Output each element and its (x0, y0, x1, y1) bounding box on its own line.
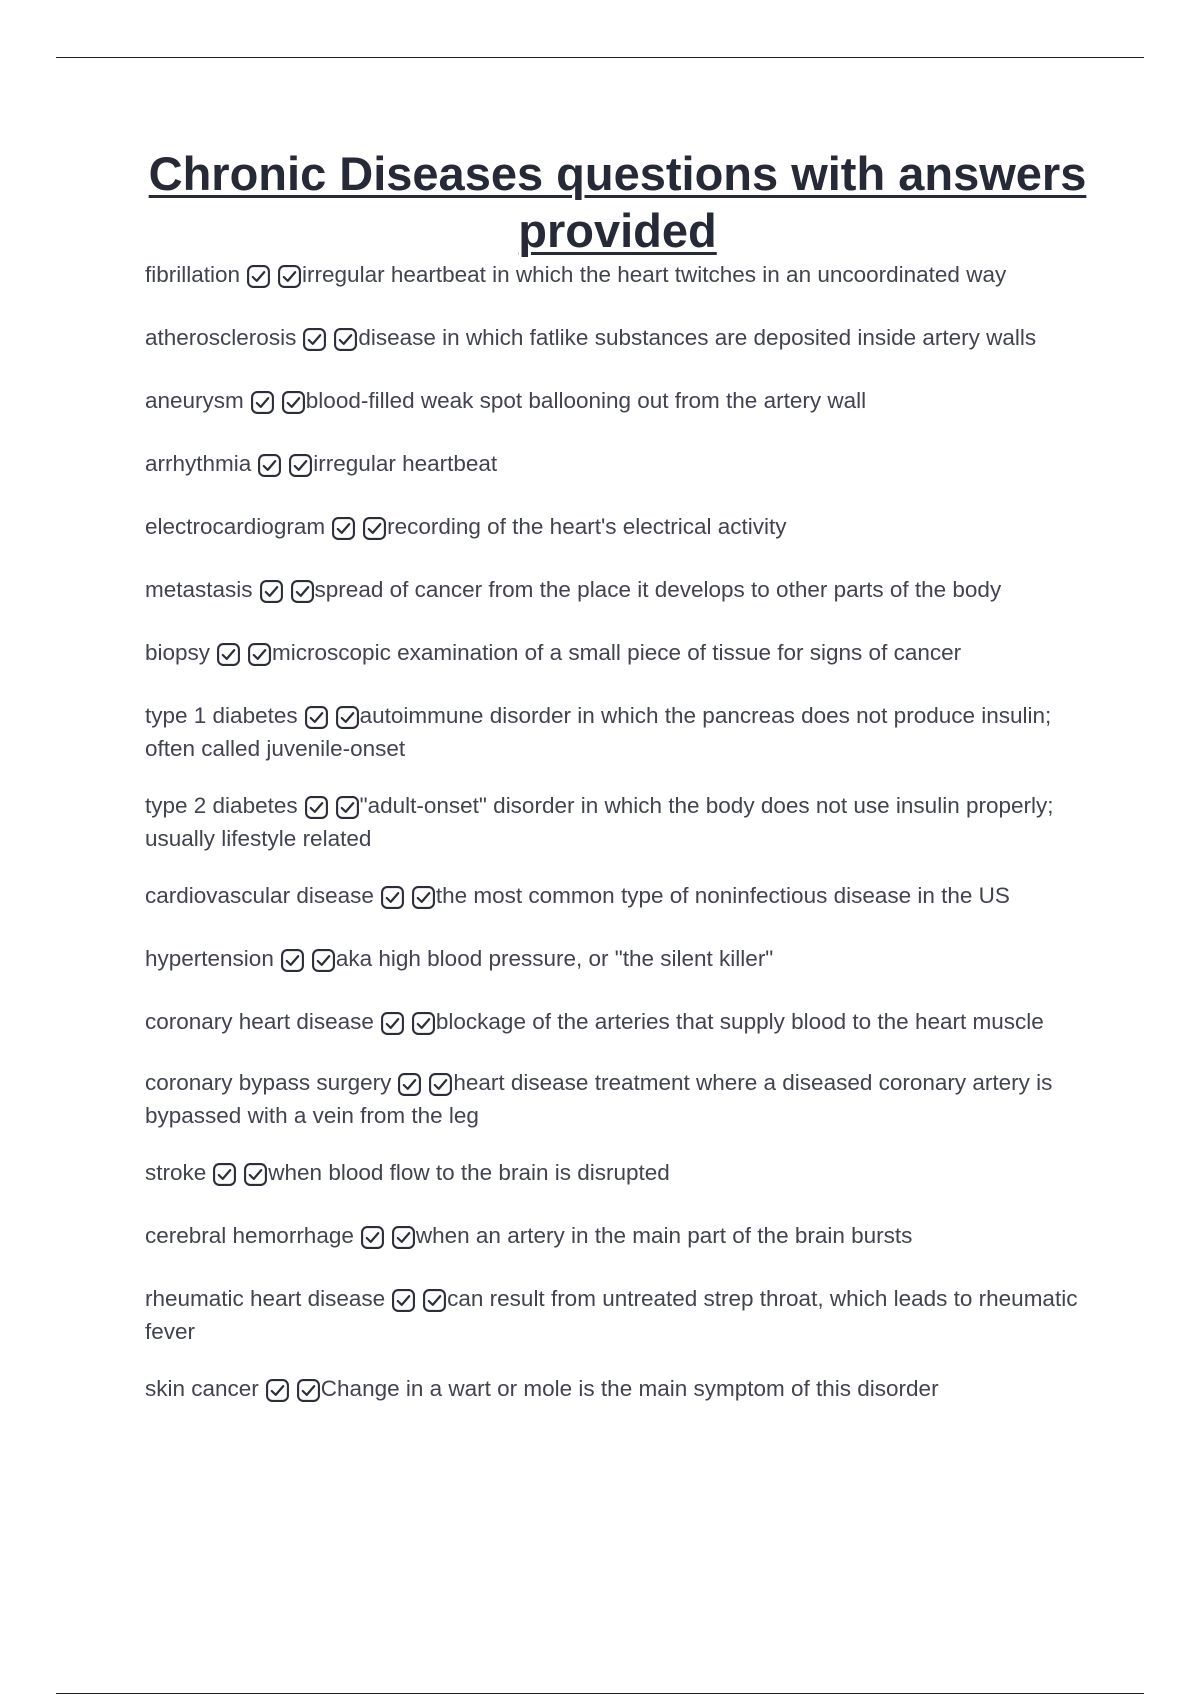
checkbox-checked-icon (411, 1011, 436, 1036)
qa-definition: blockage of the arteries that supply blood to the heart muscle (435, 1009, 1044, 1034)
qa-term: coronary heart disease (145, 1009, 374, 1034)
answer-marks (265, 1378, 321, 1407)
qa-definition: aka high blood pressure, or "the silent killer" (335, 946, 774, 971)
qa-term: cerebral hemorrhage (145, 1223, 354, 1248)
checkbox-checked-icon (428, 1072, 453, 1097)
checkbox-checked-icon (250, 390, 275, 415)
checkbox-checked-icon (304, 705, 329, 730)
checkbox-checked-icon (360, 1225, 385, 1250)
qa-term: coronary bypass surgery (145, 1070, 392, 1095)
qa-definition: recording of the heart's electrical activity (387, 514, 787, 539)
qa-item (145, 386, 1090, 419)
qa-item (145, 1068, 1090, 1130)
checkbox-checked-icon (380, 885, 405, 910)
answer-marks (216, 642, 272, 671)
checkbox-checked-icon (411, 885, 436, 910)
qa-item (145, 1158, 1090, 1191)
qa-definition: heart disease treatment where a diseased coronary artery is bypassed with a vein from the leg (145, 1070, 1053, 1128)
page-title: Chronic Diseases questions with answers provided (148, 147, 1087, 257)
qa-item (145, 944, 1090, 977)
answer-marks (380, 1011, 436, 1040)
qa-definition: can result from untreated strep throat, which leads to rheumatic fever (145, 1286, 1078, 1344)
answer-marks (304, 705, 360, 734)
checkbox-checked-icon (380, 1011, 405, 1036)
checkbox-checked-icon (257, 453, 282, 478)
qa-definition: irregular heartbeat (313, 451, 498, 476)
qa-term: cardiovascular disease (145, 883, 374, 908)
checkbox-checked-icon (391, 1288, 416, 1313)
qa-term: hypertension (145, 946, 274, 971)
checkbox-checked-icon (422, 1288, 447, 1313)
qa-item (145, 449, 1090, 482)
answer-marks (280, 948, 336, 977)
qa-item (145, 575, 1090, 608)
qa-term: rheumatic heart disease (145, 1286, 386, 1311)
answer-marks (212, 1162, 268, 1191)
checkbox-checked-icon (277, 264, 302, 289)
checkbox-checked-icon (362, 516, 387, 541)
qa-definition: "adult-onset" disorder in which the body does not use insulin properly; usually lifestyle related (145, 793, 1054, 851)
checkbox-checked-icon (246, 264, 271, 289)
answer-marks (331, 516, 387, 545)
answer-marks (257, 453, 313, 482)
checkbox-checked-icon (304, 795, 329, 820)
answer-marks (302, 327, 358, 356)
answer-marks (246, 264, 302, 293)
qa-definition: when an artery in the main part of the brain bursts (415, 1223, 913, 1248)
qa-term: arrhythmia (145, 451, 252, 476)
qa-definition: disease in which fatlike substances are deposited inside artery walls (358, 325, 1037, 350)
qa-list (145, 260, 1090, 1437)
checkbox-checked-icon (335, 795, 360, 820)
qa-definition: spread of cancer from the place it develops to other parts of the body (314, 577, 1002, 602)
qa-definition: irregular heartbeat in which the heart twitches in an uncoordinated way (302, 262, 1007, 287)
qa-definition: when blood flow to the brain is disrupted (268, 1160, 670, 1185)
qa-definition: autoimmune disorder in which the pancreas does not produce insulin; often called juvenile-onset (145, 703, 1052, 761)
qa-item (145, 260, 1090, 293)
checkbox-checked-icon (302, 327, 327, 352)
answer-marks (397, 1072, 453, 1101)
checkbox-checked-icon (331, 516, 356, 541)
qa-item (145, 512, 1090, 545)
checkbox-checked-icon (296, 1378, 321, 1403)
checkbox-checked-icon (281, 390, 306, 415)
qa-definition: blood-filled weak spot ballooning out from the artery wall (305, 388, 867, 413)
checkbox-checked-icon (391, 1225, 416, 1250)
answer-marks (304, 795, 360, 824)
qa-item (145, 791, 1090, 853)
qa-item (145, 1007, 1090, 1040)
checkbox-checked-icon (333, 327, 358, 352)
qa-term: stroke (145, 1160, 207, 1185)
qa-item (145, 881, 1090, 914)
qa-item (145, 701, 1090, 763)
qa-term: atherosclerosis (145, 325, 297, 350)
checkbox-checked-icon (280, 948, 305, 973)
qa-item (145, 323, 1090, 356)
answer-marks (250, 390, 306, 419)
checkbox-checked-icon (247, 642, 272, 667)
answer-marks (391, 1288, 447, 1317)
qa-item (145, 1221, 1090, 1254)
answer-marks (380, 885, 436, 914)
qa-term: type 2 diabetes (145, 793, 298, 818)
checkbox-checked-icon (397, 1072, 422, 1097)
qa-definition: microscopic examination of a small piece of tissue for signs of cancer (272, 640, 962, 665)
qa-term: type 1 diabetes (145, 703, 298, 728)
qa-item (145, 1284, 1090, 1346)
checkbox-checked-icon (265, 1378, 290, 1403)
checkbox-checked-icon (259, 579, 284, 604)
top-divider (56, 57, 1144, 58)
qa-term: metastasis (145, 577, 253, 602)
answer-marks (360, 1225, 416, 1254)
checkbox-checked-icon (288, 453, 313, 478)
qa-term: aneurysm (145, 388, 244, 413)
checkbox-checked-icon (212, 1162, 237, 1187)
qa-term: skin cancer (145, 1376, 259, 1401)
checkbox-checked-icon (290, 579, 315, 604)
qa-term: fibrillation (145, 262, 241, 287)
answer-marks (259, 579, 315, 608)
checkbox-checked-icon (335, 705, 360, 730)
checkbox-checked-icon (216, 642, 241, 667)
checkbox-checked-icon (311, 948, 336, 973)
qa-item (145, 1374, 1090, 1407)
qa-definition: the most common type of noninfectious disease in the US (435, 883, 1010, 908)
qa-definition: Change in a wart or mole is the main symptom of this disorder (320, 1376, 939, 1401)
bottom-divider (56, 1693, 1144, 1694)
qa-term: electrocardiogram (145, 514, 326, 539)
checkbox-checked-icon (243, 1162, 268, 1187)
qa-item (145, 638, 1090, 671)
qa-term: biopsy (145, 640, 211, 665)
